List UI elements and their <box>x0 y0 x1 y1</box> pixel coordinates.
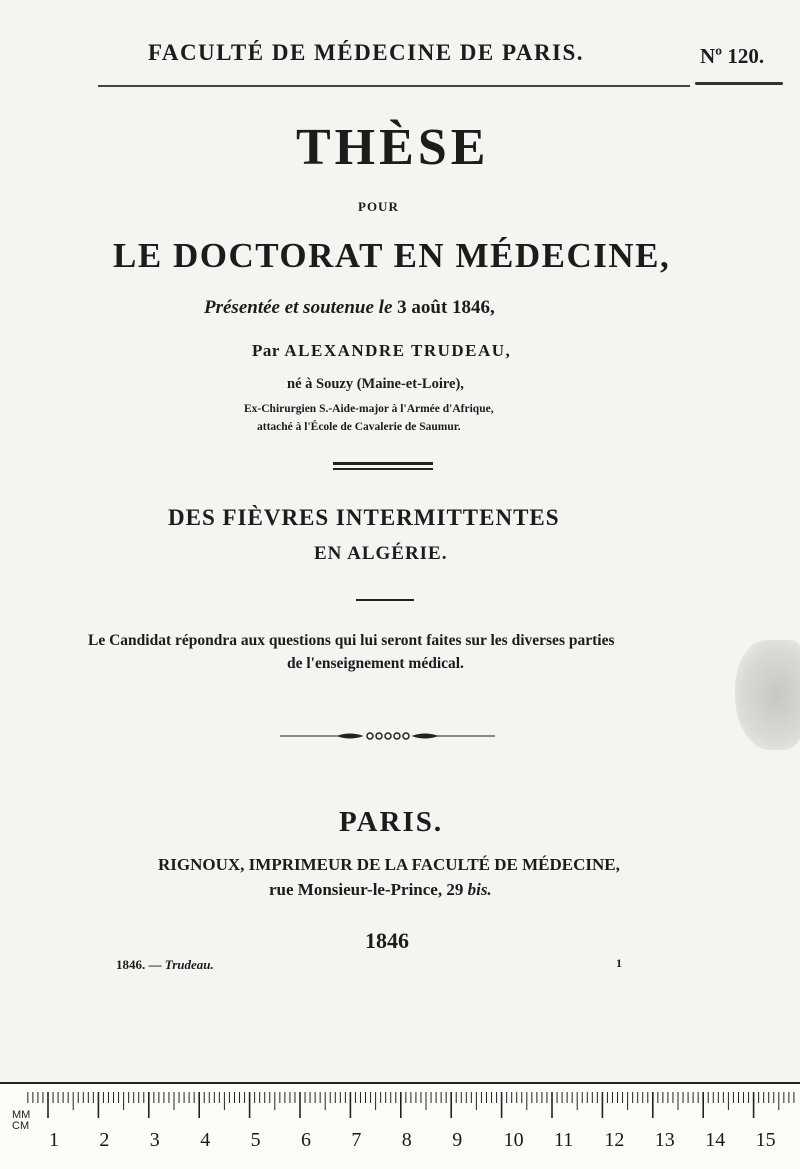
ruler-scale <box>0 1084 800 1169</box>
double-rule-top <box>333 462 433 465</box>
imprint-printer: RIGNOUX, IMPRIMEUR DE LA FACULTÉ DE MÉDECINE, <box>158 855 620 874</box>
signature-year: 1846. — <box>116 957 162 972</box>
subject-line2: EN ALGÉRIE. <box>314 543 448 564</box>
ruler-number: 12 <box>604 1129 625 1151</box>
short-rule <box>356 599 414 601</box>
ruler-number: 11 <box>554 1129 574 1151</box>
imprint-bis: bis. <box>467 880 492 899</box>
ruler-unit-mm: MM <box>12 1109 31 1121</box>
ruler-number: 15 <box>755 1129 776 1151</box>
ruler-number: 8 <box>401 1129 412 1151</box>
faculty-heading: FACULTÉ DE MÉDECINE DE PARIS. <box>148 40 585 65</box>
author-par: Par <box>252 341 280 360</box>
ruler-number: 9 <box>452 1129 463 1151</box>
ruler-unit-label <box>12 1110 30 1132</box>
author-name: ALEXANDRE TRUDEAU, <box>284 341 512 360</box>
author-birthplace: né à Souzy (Maine-et-Loire), <box>287 376 464 392</box>
presentation-line <box>204 297 495 319</box>
signature-line <box>116 957 214 973</box>
measuring-ruler <box>0 1082 800 1169</box>
paper-stain <box>735 640 800 750</box>
ruler-number: 2 <box>99 1129 110 1151</box>
ruler-number: 1 <box>49 1129 59 1151</box>
author-role-line1: Ex-Chirurgien S.-Aide-major à l'Armée d'Afrique, <box>244 403 494 415</box>
imprint-address <box>269 880 492 900</box>
subject-line1: DES FIÈVRES INTERMITTENTES <box>168 505 560 530</box>
candidate-note-line1: Le Candidat répondra aux questions qui lui seront faites sur les diverses parties <box>88 632 615 649</box>
ruler-number: 14 <box>705 1129 726 1151</box>
ruler-number: 3 <box>149 1129 160 1151</box>
ruler-number: 4 <box>200 1129 211 1151</box>
imprint-year: 1846 <box>365 928 409 953</box>
ruler-number: 13 <box>654 1129 675 1151</box>
ruler-number: 7 <box>351 1129 362 1151</box>
ruler-number: 6 <box>301 1129 311 1151</box>
title-pour: POUR <box>358 199 399 214</box>
sheet-number: 1 <box>616 956 622 970</box>
title-doctorat: LE DOCTORAT EN MÉDECINE, <box>113 236 671 275</box>
title-these: THÈSE <box>296 119 490 176</box>
ruler-unit-cm: CM <box>12 1120 30 1132</box>
presentation-prefix: Présentée et soutenue le <box>204 297 393 318</box>
imprint-city: PARIS. <box>339 806 444 838</box>
ornament-rule <box>280 728 495 744</box>
number-rule <box>695 82 783 85</box>
presentation-date: 3 août 1846, <box>397 297 495 318</box>
imprint-street: rue Monsieur-le-Prince, 29 <box>269 880 464 899</box>
ruler-number: 10 <box>503 1129 524 1151</box>
author-line <box>252 341 511 361</box>
double-rule-bottom <box>333 468 433 470</box>
candidate-note-line2: de l'enseignement médical. <box>287 655 464 672</box>
thesis-number: Nº 120. <box>700 44 765 68</box>
author-role-line2: attaché à l'École de Cavalerie de Saumur. <box>257 421 461 433</box>
header-rule <box>98 85 690 87</box>
signature-name: Trudeau. <box>164 957 214 972</box>
ruler-number: 5 <box>250 1129 261 1151</box>
